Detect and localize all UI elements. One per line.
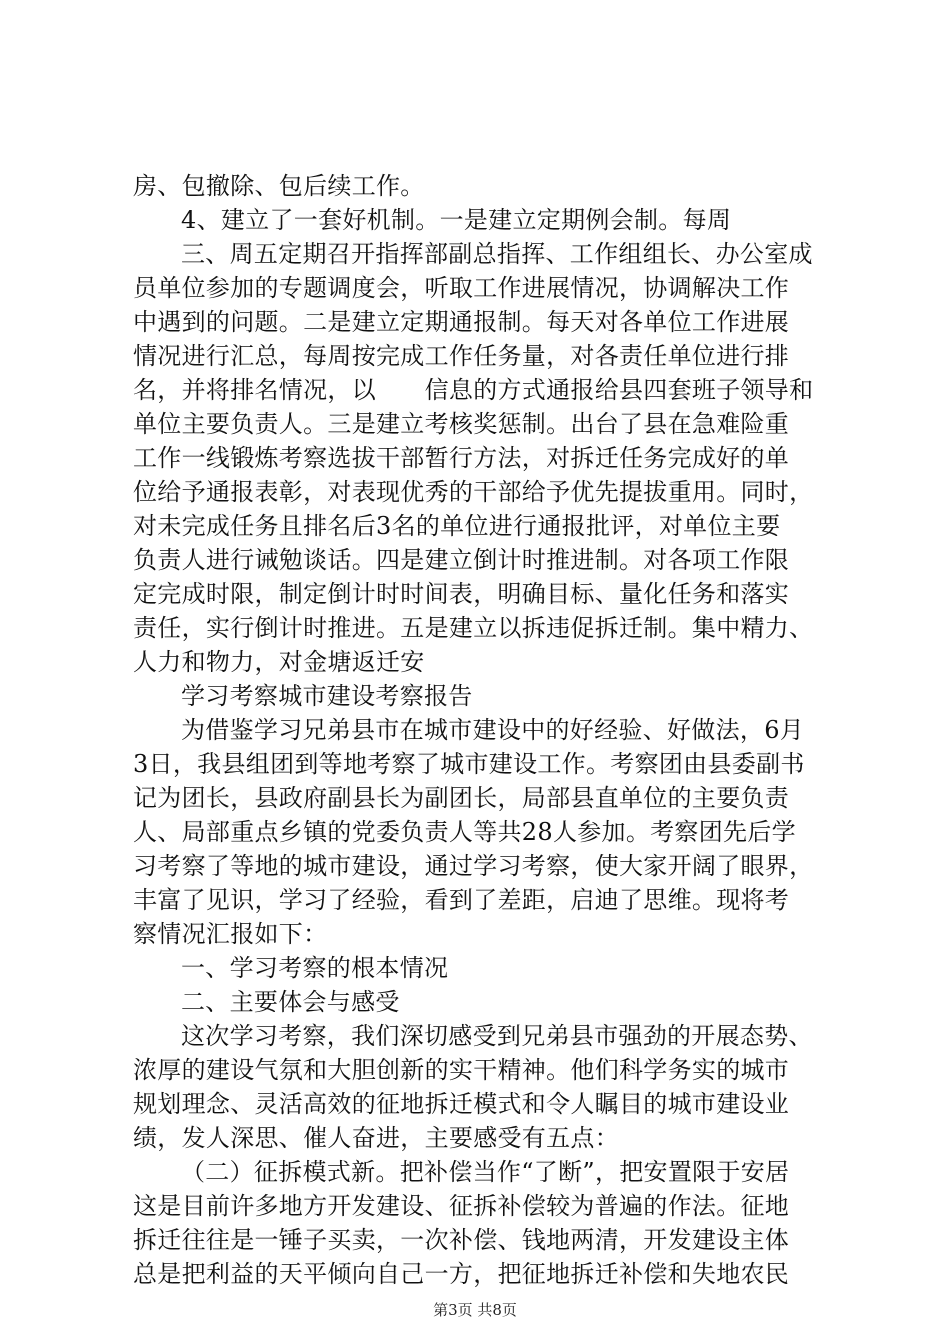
text-line: 负责人进行诫勉谈话。四是建立倒计时推进制。对各项工作限 — [133, 546, 790, 574]
section-heading: 学习考察城市建设考察报告 — [181, 682, 473, 710]
section-heading: 二、主要体会与感受 — [181, 988, 400, 1016]
text-line: 丰富了见识，学习了经验，看到了差距，启迪了思维。现将考 — [133, 886, 790, 914]
text-line: 工作一线锻炼考察选拔干部暂行方法，对拆迁任务完成好的单 — [133, 444, 790, 472]
text-line: 习考察了等地的城市建设，通过学习考察，使大家开阔了眼界， — [133, 852, 814, 880]
text-line: 人力和物力，对金塘返迁安 — [133, 648, 425, 676]
text-line: 员单位参加的专题调度会，听取工作进展情况，协调解决工作 — [133, 274, 790, 302]
text-line: 规划理念、灵活高效的征地拆迁模式和令人瞩目的城市建设业 — [133, 1090, 790, 1118]
text-line: 绩，发人深思、催人奋进，主要感受有五点： — [133, 1124, 619, 1152]
text-line: 情况进行汇总，每周按完成工作任务量，对各责任单位进行排 — [133, 342, 790, 370]
text-line: 记为团长，县政府副县长为副团长，局部县直单位的主要负责 — [133, 784, 790, 812]
text-line: 责任，实行倒计时推进。五是建立以拆违促拆迁制。集中精力、 — [133, 614, 814, 642]
text-line: 三、周五定期召开指挥部副总指挥、工作组组长、办公室成 — [181, 240, 813, 268]
text-line: 这次学习考察，我们深切感受到兄弟县市强劲的开展态势、 — [181, 1022, 813, 1050]
text-line: 浓厚的建设气氛和大胆创新的实干精神。他们科学务实的城市 — [133, 1056, 790, 1084]
text-line: 总是把利益的天平倾向自己一方，把征地拆迁补偿和失地农民 — [133, 1260, 790, 1288]
text-line: 对未完成任务且排名后3名的单位进行通报批评，对单位主要 — [133, 512, 781, 540]
text-line: （二）征拆模式新。把补偿当作“了断”，把安置限于安居 — [181, 1158, 790, 1186]
text-line: 拆迁往往是一锤子买卖，一次补偿、钱地两清，开发建设主体 — [133, 1226, 790, 1254]
text-line: 定完成时限，制定倒计时时间表，明确目标、量化任务和落实 — [133, 580, 790, 608]
page-number-footer: 第3页 共8页 — [433, 1301, 517, 1319]
text-line: 位给予通报表彰，对表现优秀的干部给予优先提拔重用。同时， — [133, 478, 814, 506]
section-heading: 一、学习考察的根本情况 — [181, 954, 449, 982]
text-line: 3日，我县组团到等地考察了城市建设工作。考察团由县委副书 — [133, 750, 805, 778]
text-line: 单位主要负责人。三是建立考核奖惩制。出台了县在急难险重 — [133, 410, 790, 438]
text-line: 察情况汇报如下： — [133, 920, 328, 948]
text-line: 中遇到的问题。二是建立定期通报制。每天对各单位工作进展 — [133, 308, 790, 336]
text-line: 名，并将排名情况，以 信息的方式通报给县四套班子领导和 — [133, 376, 814, 404]
text-line: 人、局部重点乡镇的党委负责人等共28人参加。考察团先后学 — [133, 818, 796, 846]
text-line: 房、包撤除、包后续工作。 — [133, 172, 425, 200]
text-line: 为借鉴学习兄弟县市在城市建设中的好经验、好做法，6月 — [181, 716, 805, 744]
text-line: 4、建立了一套好机制。一是建立定期例会制。每周 — [181, 206, 732, 234]
text-line: 这是目前许多地方开发建设、征拆补偿较为普遍的作法。征地 — [133, 1192, 790, 1220]
